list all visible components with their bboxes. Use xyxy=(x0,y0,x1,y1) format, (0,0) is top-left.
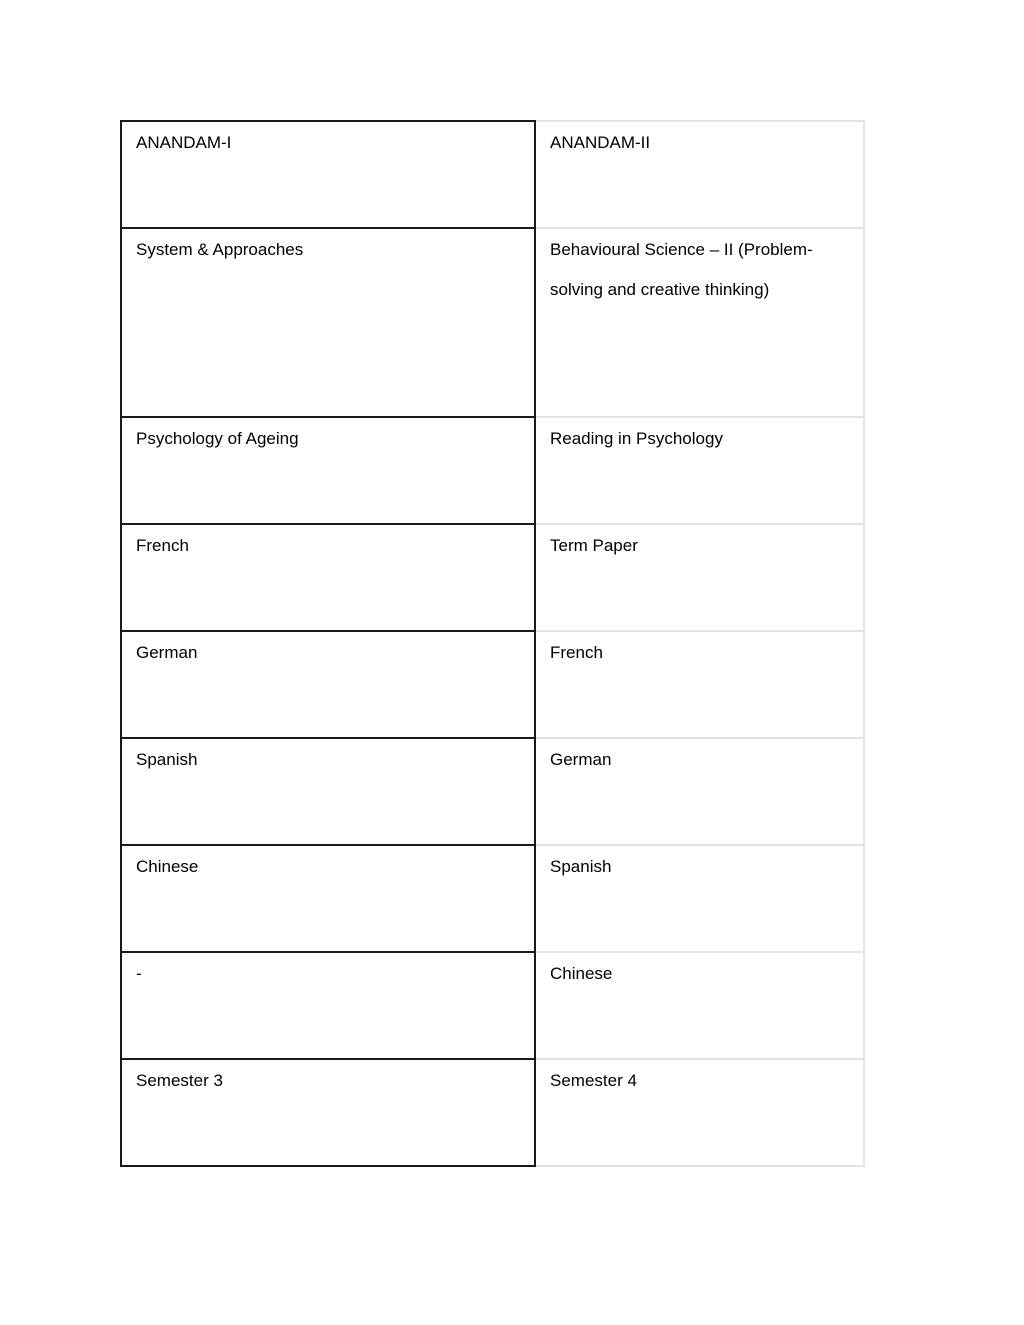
table-cell-right xyxy=(535,524,864,631)
cell-text: Chinese xyxy=(136,857,199,876)
table-cell-left xyxy=(121,738,535,845)
table-row xyxy=(121,738,864,845)
cell-text: Psychology of Ageing xyxy=(136,429,299,448)
table-cell-right xyxy=(535,631,864,738)
cell-text: ANANDAM-II xyxy=(550,133,651,152)
table-cell-left xyxy=(121,121,535,228)
table-cell-right xyxy=(535,1059,864,1166)
table-row xyxy=(121,524,864,631)
table-row xyxy=(121,417,864,524)
cell-text: German xyxy=(136,643,198,662)
table-cell-left xyxy=(121,228,535,417)
table-cell-right xyxy=(535,228,864,417)
cell-text: Reading in Psychology xyxy=(550,429,723,448)
course-table xyxy=(120,120,865,1167)
table-cell-right xyxy=(535,417,864,524)
cell-text: French xyxy=(136,536,189,555)
cell-text: Semester 3 xyxy=(136,1071,223,1090)
cell-text: ANANDAM-I xyxy=(136,133,232,152)
cell-text: French xyxy=(550,643,603,662)
table-cell-left xyxy=(121,524,535,631)
table-cell-left xyxy=(121,417,535,524)
table-cell-left xyxy=(121,631,535,738)
table-cell-left xyxy=(121,845,535,952)
table-cell-left xyxy=(121,1059,535,1166)
cell-text: - xyxy=(136,964,142,983)
table-cell-right xyxy=(535,121,864,228)
cell-text: Spanish xyxy=(550,857,612,876)
cell-text: Behavioural Science – II (Problem-solving and creative thinking) xyxy=(550,240,813,299)
table-cell-left xyxy=(121,952,535,1059)
cell-text: Semester 4 xyxy=(550,1071,637,1090)
table-row xyxy=(121,121,864,228)
table-row xyxy=(121,631,864,738)
table-cell-right xyxy=(535,952,864,1059)
table-row xyxy=(121,228,864,417)
table-row xyxy=(121,845,864,952)
cell-text: System & Approaches xyxy=(136,240,304,259)
table-cell-right xyxy=(535,738,864,845)
cell-text: Term Paper xyxy=(550,536,638,555)
cell-text: German xyxy=(550,750,612,769)
table-row xyxy=(121,952,864,1059)
table-cell-right xyxy=(535,845,864,952)
cell-text: Chinese xyxy=(550,964,613,983)
table-row xyxy=(121,1059,864,1166)
cell-text: Spanish xyxy=(136,750,198,769)
